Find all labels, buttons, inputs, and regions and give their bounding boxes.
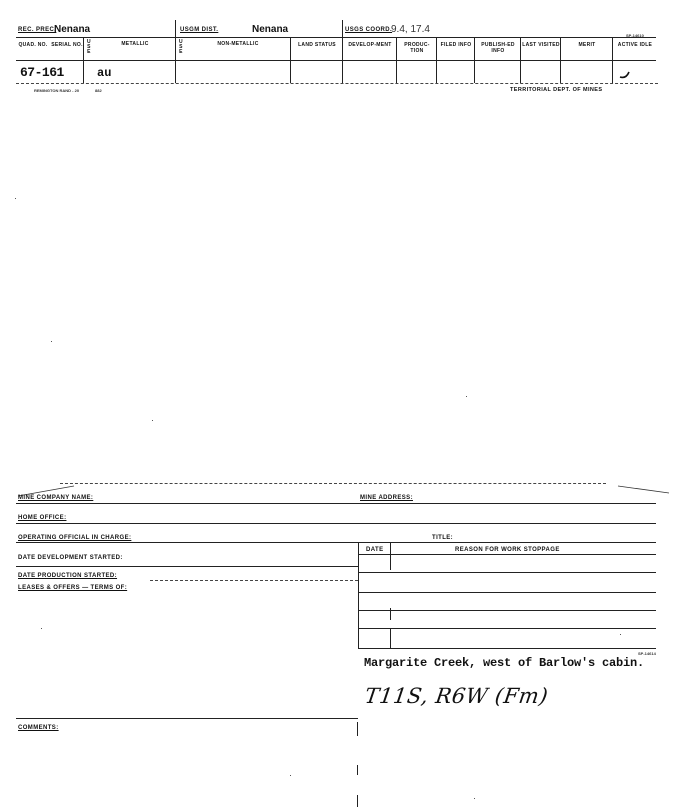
handwritten-location: T11S, R6W (Fm) [363, 684, 550, 708]
comments-label: COMMENTS: [18, 725, 59, 731]
home-office-label: HOME OFFICE: [18, 515, 67, 521]
hdr-merit: MERIT [578, 42, 596, 48]
card-edge-strokes [14, 480, 674, 500]
hdr-serial-no: SERIAL NO. [51, 42, 83, 48]
check-mark-icon [617, 66, 635, 82]
rec-prec-value: Nenana [54, 24, 91, 35]
usgs-coord-label: USGS COORD. [345, 27, 393, 33]
hdr-use-2: U S E [179, 39, 183, 55]
location-text: Margarite Creek, west of Barlow's cabin. [364, 656, 645, 670]
hdr-metallic: METALLIC [121, 41, 149, 47]
date-development-label: DATE DEVELOPMENT STARTED: [18, 555, 123, 561]
hdr-active-idle: ACTIVE IDLE [617, 42, 653, 48]
hdr-quad-no: QUAD. NO. [18, 42, 48, 48]
hdr-use-1: U S E [87, 39, 91, 55]
hdr-filed-info: FILED INFO [440, 42, 472, 48]
mine-address-label: MINE ADDRESS: [360, 495, 413, 501]
printer-note: REMINGTON RAND - 20 [34, 88, 80, 93]
title-label: TITLE: [432, 535, 454, 541]
form-code-bottom: SP-14614 [638, 651, 656, 656]
hdr-land-status: LAND STATUS [298, 42, 336, 48]
hdr-non-metallic: NON-METALLIC [217, 41, 259, 47]
usgs-coord-value: 9.4, 17.4 [391, 24, 430, 35]
row-bottom-rule [16, 83, 658, 84]
usgm-dist-value: Nenana [252, 24, 289, 35]
leases-label: LEASES & OFFERS — TERMS OF: [18, 585, 128, 591]
rec-prec-label: REC. PREC. [18, 27, 57, 33]
date-production-label: DATE PRODUCTION STARTED: [18, 573, 118, 579]
hdr-last-visited: LAST VISITED [522, 42, 560, 48]
mine-company-label: MINE COMPANY NAME: [18, 495, 94, 501]
hdr-production: PRODUC-TION [404, 42, 430, 54]
usgm-dist-label: USGM DIST. [180, 27, 219, 33]
quad-serial-value: 67-161 [20, 65, 64, 80]
hdr-published-info: PUBLISH-ED INFO [481, 42, 515, 54]
hdr-development: DEVELOP-MENT [348, 42, 392, 48]
dept-label: TERRITORIAL DEPT. OF MINES [510, 87, 603, 93]
reason-col-label: REASON FOR WORK STOPPAGE [455, 547, 560, 553]
operating-official-label: OPERATING OFFICIAL IN CHARGE: [18, 535, 132, 541]
metallic-value: au [97, 66, 112, 80]
printer-code: 882 [95, 88, 102, 93]
date-col-label: DATE [366, 547, 384, 553]
form-code-top: SP-14610 [626, 33, 644, 38]
